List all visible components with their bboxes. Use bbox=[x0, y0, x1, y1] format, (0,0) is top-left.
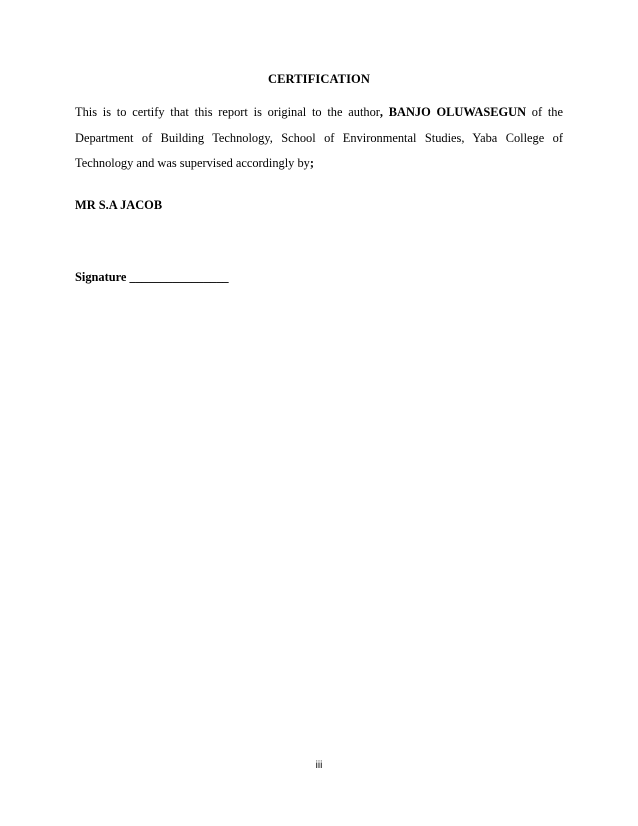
certification-end-punct: ; bbox=[309, 156, 314, 170]
author-name: , BANJO OLUWASEGUN bbox=[379, 105, 527, 119]
page-title: CERTIFICATION bbox=[267, 72, 371, 86]
certification-paragraph bbox=[75, 100, 563, 177]
certification-body: of the Department of Building Technology, School of Environmental Studies, Yaba College of Technology and was supervised accordingly by bbox=[75, 105, 564, 170]
signature-line: Signature ________________ bbox=[75, 270, 229, 284]
supervisor-name: MR S.A JACOB bbox=[75, 198, 163, 212]
certification-intro: This is to certify that this report is original to the author bbox=[75, 105, 380, 119]
page-number: iii bbox=[315, 760, 323, 771]
